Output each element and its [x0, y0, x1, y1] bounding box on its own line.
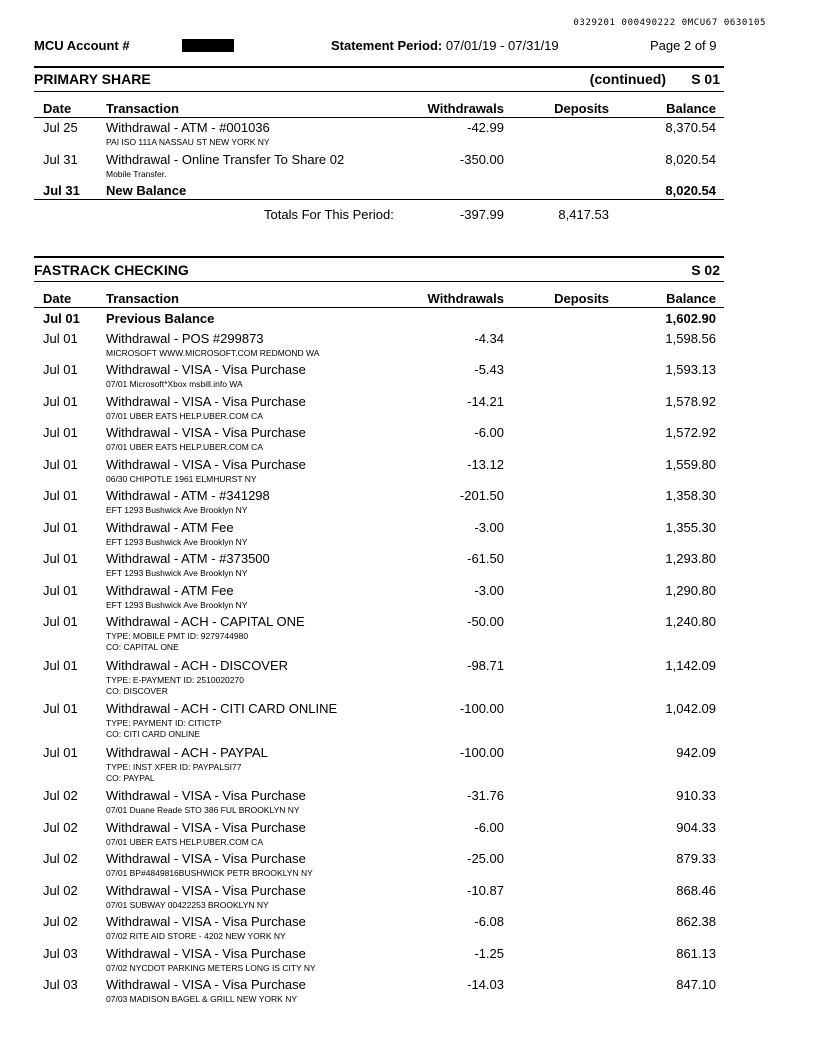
- col-withdrawals: Withdrawals: [427, 291, 504, 306]
- row-date: Jul 01: [43, 393, 78, 409]
- row-date: Jul 01: [43, 488, 78, 503]
- row-detail: TYPE: MOBILE PMT ID: 9279744980: [106, 631, 249, 641]
- continued-label: (continued): [589, 71, 666, 87]
- section-divider: [34, 66, 724, 68]
- row-transaction: Withdrawal - ACH - CITI CARD ONLINE: [106, 701, 338, 716]
- row-date: Jul 01: [43, 701, 78, 716]
- section-code: S 01: [691, 71, 720, 87]
- row-balance: 862.38: [676, 914, 716, 929]
- row-withdrawal: -14.21: [467, 393, 504, 409]
- row-detail: 07/01 Microsoft*Xbox msbill.info WA: [106, 379, 243, 389]
- period-value: 07/01/19 - 07/31/19: [445, 38, 559, 53]
- row-detail: 07/01 Duane Reade STO 386 FUL BROOKLYN NY: [106, 805, 300, 815]
- account-label: MCU Account #: [34, 38, 130, 53]
- row-withdrawal: -6.08: [474, 914, 504, 929]
- row-detail: TYPE: PAYMENT ID: CITICTP: [106, 718, 222, 728]
- row-date: Jul 25: [43, 120, 78, 135]
- row-detail: EFT 1293 Bushwick Ave Brooklyn NY: [106, 536, 248, 547]
- row-balance: 8,020.54: [665, 183, 716, 198]
- row-detail: EFT 1293 Bushwick Ave Brooklyn NY: [106, 568, 248, 578]
- primary-share-column-headers: [34, 100, 724, 118]
- row-balance: 904.33: [676, 819, 716, 835]
- row-date: Jul 03: [43, 977, 78, 992]
- row-date: Jul 02: [43, 788, 78, 803]
- row-detail: MICROSOFT WWW.MICROSOFT.COM REDMOND WA: [106, 347, 320, 358]
- row-withdrawal: -350.00: [459, 151, 504, 167]
- section-name: PRIMARY SHARE: [34, 71, 151, 87]
- row-detail: 06/30 CHIPOTLE 1961 ELMHURST NY: [106, 473, 257, 484]
- row-detail: 07/01 UBER EATS HELP.UBER.COM CA: [106, 410, 263, 421]
- row-transaction: Withdrawal - ATM - #373500: [106, 551, 270, 566]
- row-withdrawal: -100.00: [459, 744, 504, 760]
- row-balance: 942.09: [676, 744, 716, 760]
- row-balance: 1,572.92: [665, 425, 716, 440]
- col-deposits: Deposits: [554, 291, 609, 306]
- row-withdrawal: -25.00: [467, 851, 504, 866]
- col-transaction: Transaction: [106, 101, 179, 116]
- row-withdrawal: -6.00: [474, 819, 504, 835]
- row-withdrawal: -61.50: [467, 551, 504, 566]
- row-transaction: Withdrawal - VISA - Visa Purchase: [106, 977, 306, 992]
- row-detail: TYPE: INST XFER ID: PAYPALSI77: [106, 761, 242, 772]
- totals-divider: [34, 199, 724, 200]
- row-balance: 847.10: [676, 977, 716, 992]
- row-transaction: Withdrawal - ACH - CAPITAL ONE: [106, 614, 305, 629]
- fastrack-checking-title: [34, 262, 724, 278]
- row-date: Jul 01: [43, 614, 78, 629]
- row-withdrawal: -5.43: [474, 362, 504, 377]
- row-transaction: Withdrawal - POS #299873: [106, 330, 264, 346]
- redacted-account-number: [182, 39, 234, 52]
- row-withdrawal: -98.71: [467, 657, 504, 673]
- row-withdrawal: -13.12: [467, 456, 504, 472]
- row-transaction: Withdrawal - VISA - Visa Purchase: [106, 362, 306, 377]
- statement-header: [34, 38, 734, 54]
- statement-period: [331, 38, 559, 53]
- row-transaction: Withdrawal - ATM Fee: [106, 519, 234, 535]
- primary-share-title: [34, 71, 724, 87]
- row-balance: 1,293.80: [665, 551, 716, 566]
- row-detail: 07/02 NYCDOT PARKING METERS LONG IS CITY NY: [106, 962, 316, 973]
- row-date: Jul 01: [43, 456, 78, 472]
- row-balance: 1,142.09: [665, 657, 716, 673]
- row-withdrawal: -14.03: [467, 977, 504, 992]
- row-transaction: Withdrawal - VISA - Visa Purchase: [106, 882, 306, 898]
- col-deposits: Deposits: [554, 101, 609, 116]
- document-control-code: 0329201 000490222 0MCU67 0630105: [573, 18, 766, 28]
- section-code: S 02: [691, 262, 720, 278]
- row-date: Jul 01: [43, 519, 78, 535]
- row-date: Jul 01: [43, 362, 78, 377]
- period-label: Statement Period:: [331, 38, 443, 53]
- row-balance: 1,559.80: [665, 456, 716, 472]
- col-balance: Balance: [666, 101, 716, 116]
- row-date: Jul 02: [43, 851, 78, 866]
- row-transaction: Withdrawal - ATM - #341298: [106, 488, 270, 503]
- row-transaction: Withdrawal - Online Transfer To Share 02: [106, 151, 345, 167]
- row-withdrawal: -42.99: [467, 120, 504, 135]
- row-balance: 1,602.90: [665, 311, 716, 326]
- row-balance: 1,578.92: [665, 393, 716, 409]
- row-balance: 8,020.54: [665, 151, 716, 167]
- fastrack-column-headers: [34, 290, 724, 308]
- row-withdrawal: -3.00: [474, 519, 504, 535]
- row-balance: 879.33: [676, 851, 716, 866]
- row-balance: 910.33: [676, 788, 716, 803]
- row-date: Jul 03: [43, 945, 78, 961]
- page-number: Page 2 of 9: [650, 38, 717, 53]
- row-withdrawal: -1.25: [474, 945, 504, 961]
- row-transaction: Withdrawal - ACH - PAYPAL: [106, 744, 268, 760]
- row-transaction: Withdrawal - VISA - Visa Purchase: [106, 819, 306, 835]
- row-date: Jul 01: [43, 582, 78, 598]
- row-date: Jul 01: [43, 330, 78, 346]
- row-transaction: Withdrawal - VISA - Visa Purchase: [106, 456, 306, 472]
- col-date: Date: [43, 291, 72, 306]
- row-balance: 1,240.80: [665, 614, 716, 629]
- col-withdrawals: Withdrawals: [427, 101, 504, 116]
- row-withdrawal: -201.50: [459, 488, 504, 503]
- row-date: Jul 01: [43, 311, 80, 326]
- section-title-underline: [34, 91, 724, 92]
- row-date: Jul 01: [43, 657, 78, 673]
- totals-withdrawals: -397.99: [459, 207, 504, 222]
- row-balance: 1,355.30: [665, 519, 716, 535]
- row-transaction: Withdrawal - ATM - #001036: [106, 120, 270, 135]
- row-detail: 07/01 BP#4849816BUSHWICK PETR BROOKLYN NY: [106, 868, 313, 878]
- row-balance: 8,370.54: [665, 120, 716, 135]
- row-date: Jul 01: [43, 744, 78, 760]
- row-date: Jul 31: [43, 183, 80, 198]
- section-title-underline: [34, 281, 724, 282]
- section-name: FASTRACK CHECKING: [34, 262, 189, 278]
- row-withdrawal: -6.00: [474, 425, 504, 440]
- col-date: Date: [43, 101, 72, 116]
- row-detail: 07/03 MADISON BAGEL & GRILL NEW YORK NY: [106, 994, 297, 1004]
- row-detail: PAI ISO 111A NASSAU ST NEW YORK NY: [106, 137, 270, 147]
- row-detail: EFT 1293 Bushwick Ave Brooklyn NY: [106, 599, 248, 610]
- row-transaction: Withdrawal - VISA - Visa Purchase: [106, 425, 306, 440]
- row-date: Jul 02: [43, 819, 78, 835]
- row-balance: 1,290.80: [665, 582, 716, 598]
- row-transaction: Withdrawal - VISA - Visa Purchase: [106, 914, 306, 929]
- row-detail: CO: DISCOVER: [106, 685, 168, 696]
- col-balance: Balance: [666, 291, 716, 306]
- row-withdrawal: -10.87: [467, 882, 504, 898]
- row-transaction: New Balance: [106, 183, 187, 198]
- section-divider: [34, 256, 724, 258]
- row-detail: CO: CAPITAL ONE: [106, 642, 179, 652]
- row-balance: 1,598.56: [665, 330, 716, 346]
- row-balance: 1,358.30: [665, 488, 716, 503]
- row-detail: Mobile Transfer.: [106, 168, 167, 179]
- row-balance: 1,593.13: [665, 362, 716, 377]
- row-detail: TYPE: E-PAYMENT ID: 2510020270: [106, 674, 244, 685]
- row-withdrawal: -3.00: [474, 582, 504, 598]
- row-transaction: Withdrawal - VISA - Visa Purchase: [106, 788, 306, 803]
- row-date: Jul 02: [43, 882, 78, 898]
- row-transaction: Withdrawal - ACH - DISCOVER: [106, 657, 289, 673]
- row-balance: 868.46: [676, 882, 716, 898]
- row-balance: 1,042.09: [665, 701, 716, 716]
- row-transaction: Withdrawal - VISA - Visa Purchase: [106, 945, 306, 961]
- totals-deposits: 8,417.53: [558, 207, 609, 222]
- row-date: Jul 31: [43, 151, 78, 167]
- row-withdrawal: -31.76: [467, 788, 504, 803]
- row-transaction: Withdrawal - VISA - Visa Purchase: [106, 393, 306, 409]
- row-withdrawal: -50.00: [467, 614, 504, 629]
- row-date: Jul 01: [43, 425, 78, 440]
- row-detail: 07/02 RITE AID STORE - 4202 NEW YORK NY: [106, 931, 286, 941]
- row-balance: 861.13: [676, 945, 716, 961]
- totals-label: Totals For This Period:: [264, 207, 394, 222]
- row-withdrawal: -4.34: [474, 330, 504, 346]
- row-detail: 07/01 UBER EATS HELP.UBER.COM CA: [106, 836, 263, 847]
- row-withdrawal: -100.00: [459, 701, 504, 716]
- row-detail: 07/01 UBER EATS HELP.UBER.COM CA: [106, 442, 263, 452]
- row-detail: EFT 1293 Bushwick Ave Brooklyn NY: [106, 505, 248, 515]
- row-date: Jul 02: [43, 914, 78, 929]
- row-detail: CO: PAYPAL: [106, 772, 155, 783]
- row-transaction: Withdrawal - ATM Fee: [106, 582, 234, 598]
- row-transaction: Previous Balance: [106, 311, 215, 326]
- row-date: Jul 01: [43, 551, 78, 566]
- row-detail: 07/01 SUBWAY 00422253 BROOKLYN NY: [106, 899, 269, 910]
- col-transaction: Transaction: [106, 291, 179, 306]
- row-detail: CO: CITI CARD ONLINE: [106, 729, 200, 739]
- row-transaction: Withdrawal - VISA - Visa Purchase: [106, 851, 306, 866]
